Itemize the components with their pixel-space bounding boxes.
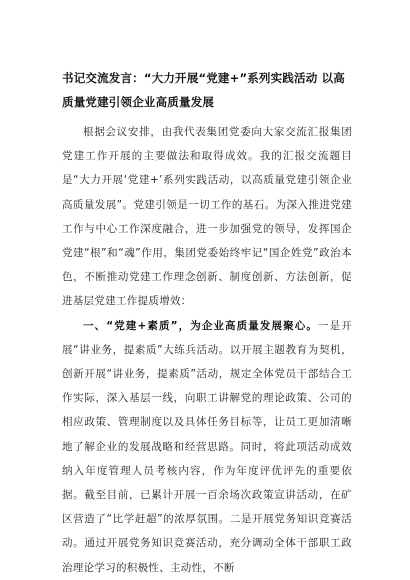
title-line-1: 书记交流发言：“大力开展“党建+”系列实践活动 以高 (62, 71, 346, 85)
section-1-paragraph (62, 314, 352, 580)
section-1-text: 一是开展“讲业务，提素质”大练兵活动。以开展主题教育为契机，创新开展“讲业务，提素质”活动，规定全体党员干部结合工作实际，深入基层一线，向职工讲解党的理论政策、公司的相应政策、管理制度以及具体任务目标等，让员工更加清晰地了解企业的发展战略和经营思路。同时，将此项活动成效纳入年度管理人员考核内容，作为年度评优评先的重要依据。截至目前，已累计开展一百余场次政策宣讲活动，在矿区营造了“比学赶超”的浓厚氛围。二是开展党务知识竞赛活动。通过开展党务知识竞赛活动，充分调动全体干部职工政治理论学习的积极性、主动性，不断 (62, 319, 352, 574)
document-body (62, 120, 352, 580)
intro-paragraph: 根据会议安排，由我代表集团党委向大家交流汇报集团党建工作开展的主要做法和取得成效。我的汇报交流题目是“大力开展‘党建+’系列实践活动，以高质量党建引领企业高质量发展”。党建引领是一切工作的基石。为深入推进党建工作与中心工作深度融合，进一步加强党的领导，发挥国企党建“根”和“魂”作用，集团党委始终牢记“国企姓党”政治本色，不断推动党建工作理念创新、制度创新、方法创新，促进基层党建工作提质增效： (62, 126, 352, 308)
document-title (62, 66, 352, 114)
title-line-2: 质量党建引领企业高质量发展 (62, 95, 215, 109)
section-1-heading: 一、“党建+素质”，为企业高质量发展聚心。 (83, 319, 318, 332)
